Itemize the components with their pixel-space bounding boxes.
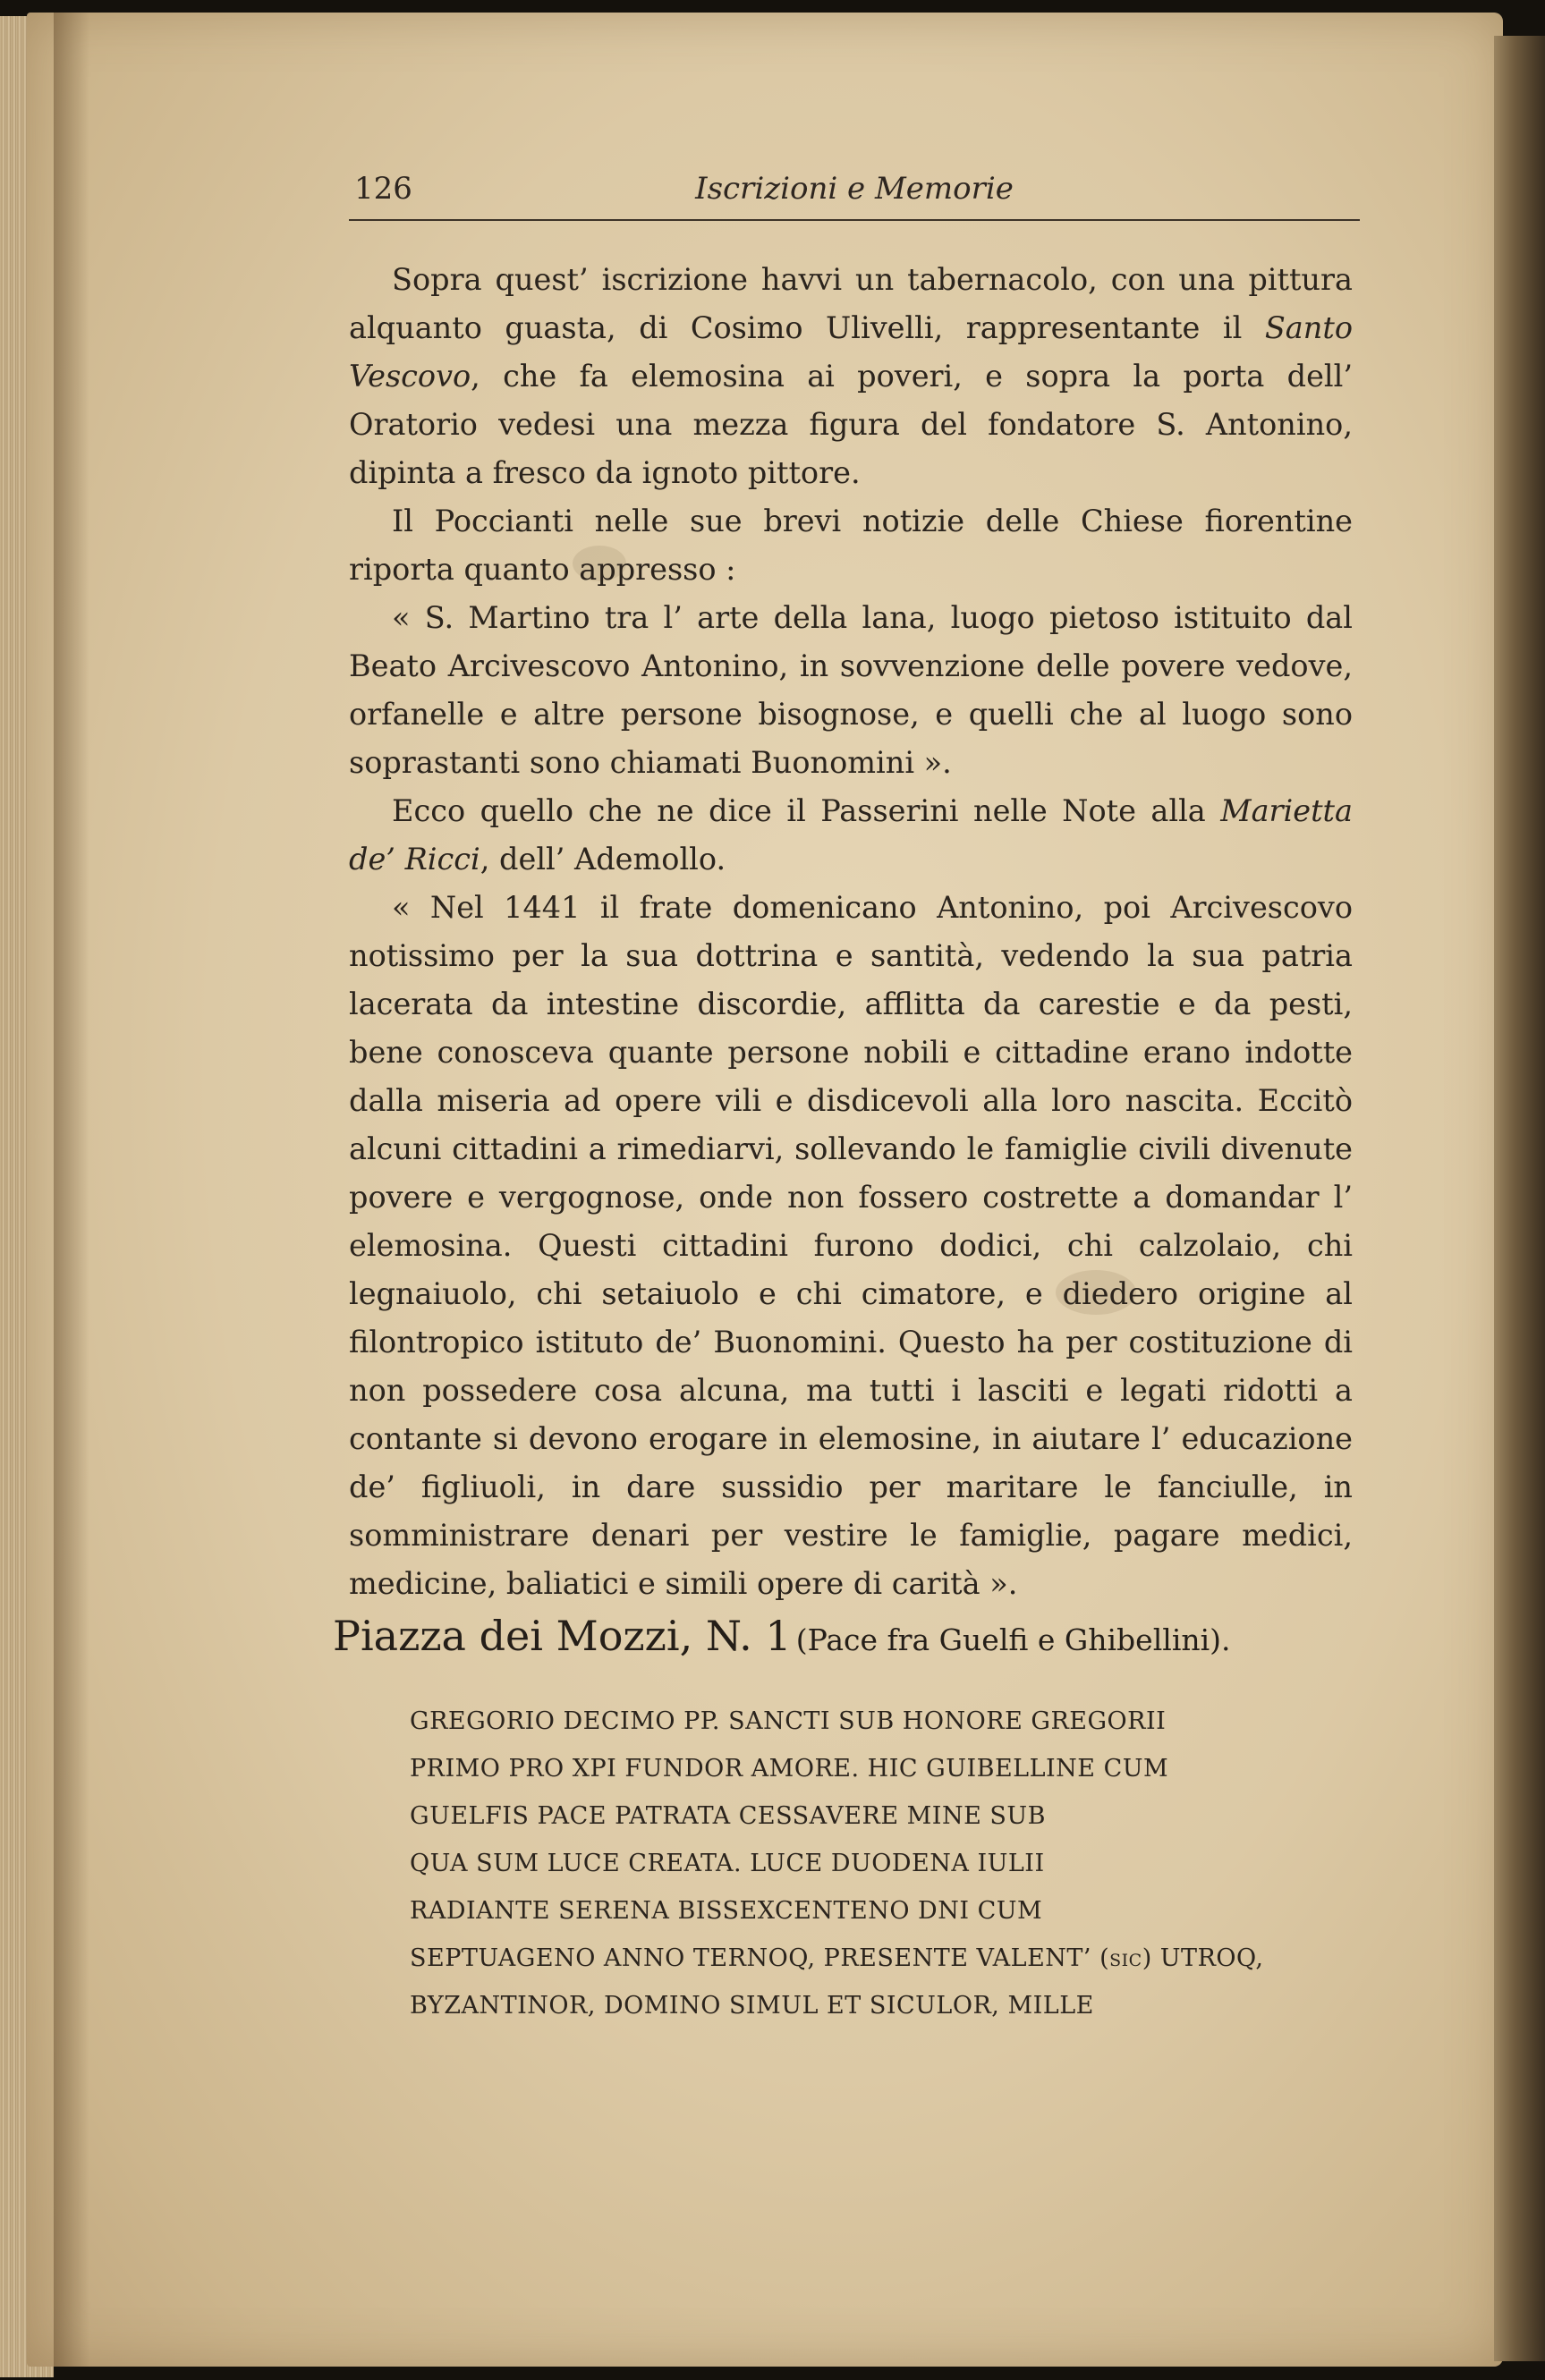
paragraph bbox=[349, 787, 1353, 884]
text-segment: Ecco quello che ne dice il Passerini nelle Note alla bbox=[392, 793, 1221, 828]
body-text bbox=[349, 256, 1353, 1608]
text-segment: , dell’ Ademollo. bbox=[480, 842, 726, 877]
text-segment: , che fa elemosina ai poveri, e sopra la porta dell’ Oratorio vedesi una mezza figura del fondatore S. Antonino, dipinta a fresco da ignoto pittore. bbox=[349, 359, 1353, 490]
inscription-line: RADIANTE SERENA BISSEXCENTENO DNI CUM bbox=[410, 1897, 1043, 1925]
gutter-shadow bbox=[54, 13, 89, 2367]
running-title: Iscrizioni e Memorie bbox=[695, 171, 1014, 207]
section-heading-sub: (Pace fra Guelfi e Ghibellini). bbox=[795, 1622, 1231, 1657]
inscription-line: PRIMO PRO XPI FUNDOR AMORE. HIC GUIBELLINE CUM bbox=[410, 1755, 1169, 1783]
text-segment: Sopra quest’ iscrizione havvi un tabernacolo, con una pittura alquanto guasta, di Cosimo Ulivelli, rappresentante il bbox=[349, 262, 1353, 345]
inscription-text bbox=[410, 1698, 1362, 2029]
paragraph bbox=[349, 256, 1353, 497]
italic-title: Marietta de’ Ricci bbox=[349, 793, 1353, 877]
section-heading-main: Piazza dei Mozzi, N. 1 bbox=[333, 1612, 792, 1660]
text-segment: « S. Martino tra l’ arte della lana, luogo pietoso istituito dal Beato Arcivescovo Antonino, in sovvenzione delle povere vedove, orfanelle e altre persone bisognose, e quelli che al luogo sono soprastanti sono chiamati Buonomini ». bbox=[349, 600, 1353, 780]
inscription-line: BYZANTINOR, DOMINO SIMUL ET SICULOR, MILLE bbox=[410, 1992, 1094, 2020]
inscription-line: GREGORIO DECIMO PP. SANCTI SUB HONORE GREGORII bbox=[410, 1707, 1167, 1735]
inscription-line: GUELFIS PACE PATRATA CESSAVERE MINE SUB bbox=[410, 1802, 1046, 1830]
paragraph bbox=[349, 497, 1353, 594]
text-segment: « Nel 1441 il frate domenicano Antonino, poi Arcivescovo notissimo per la sua dottrina e santità, vedendo la sua patria lacerata da intestine discordie, afflitta da carestie e da pesti, bene conosceva quante persone nobili e cittadine erano indotte dalla miseria ad opere vili e disdicevoli alla loro nascita. Eccitò alcuni cittadini a rimediarvi, sollevando le famiglie civili divenute povere e vergognose, onde non fossero costrette a domandar l’ elemosina. Questi cittadini furono dodici, chi calzolaio, chi legnaiuolo, chi setaiuolo e chi cimatore, e diedero origine al filontropico istituto de’ Buonomini. Questo ha per costituzione di non possedere cosa alcuna, ma tutti i lasciti e legati ridotti a contante si devono erogare in elemosine, in aiutare l’ educazione de’ figliuoli, in dare sussidio per maritare le fanciulle, in somministrare denari per vestire le famiglie, pagare medici, medicine, baliatici e simili opere di carità ». bbox=[349, 890, 1353, 1601]
italic-title: Santo Vescovo bbox=[349, 310, 1353, 394]
paragraph bbox=[349, 594, 1353, 787]
paragraph bbox=[349, 884, 1353, 1608]
inscription-line: SEPTUAGENO ANNO TERNOQ, PRESENTE VALENT’ (sic) UTROQ, bbox=[410, 1944, 1264, 1972]
text-segment: Il Poccianti nelle sue brevi notizie delle Chiese fiorentine riporta quanto appresso : bbox=[349, 504, 1353, 587]
page-number: 126 bbox=[354, 171, 412, 207]
fore-edge-shadow bbox=[1494, 36, 1545, 2361]
inscription-line: QUA SUM LUCE CREATA. LUCE DUODENA IULII bbox=[410, 1850, 1045, 1877]
section-heading bbox=[333, 1612, 1353, 1660]
running-header bbox=[349, 165, 1360, 221]
